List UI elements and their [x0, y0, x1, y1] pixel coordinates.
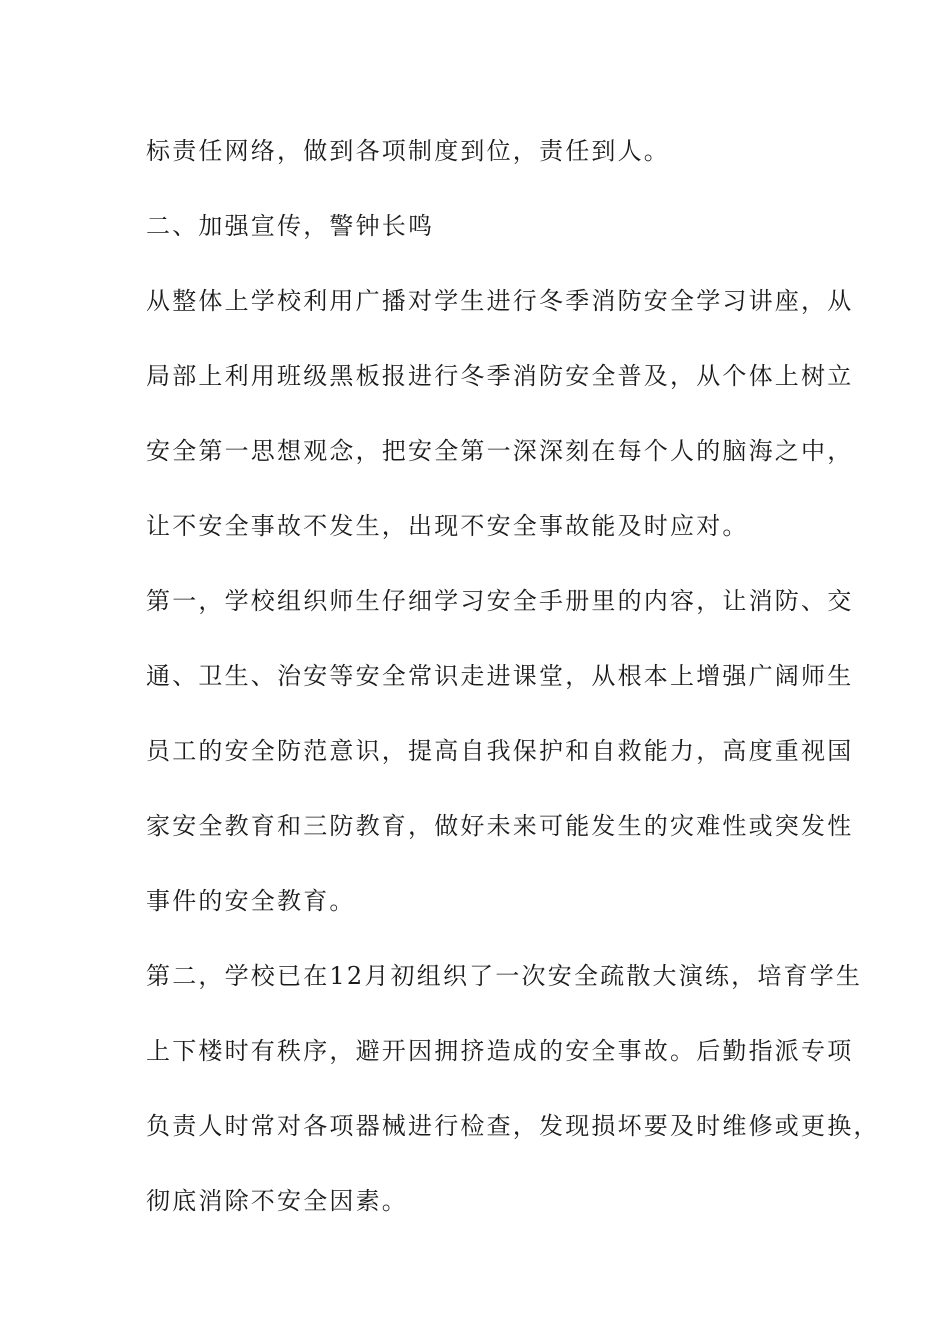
- paragraph-line: 员工的安全防范意识，提高自我保护和自救能力，高度重视国: [146, 737, 854, 765]
- paragraph-line: 局部上利用班级黑板报进行冬季消防安全普及，从个体上树立: [146, 362, 854, 390]
- paragraph-line: 标责任网络，做到各项制度到位，责任到人。: [146, 137, 670, 165]
- paragraph-line: 负责人时常对各项器械进行检查，发现损坏要及时维修或更换，: [146, 1112, 880, 1140]
- paragraph-line: 第一，学校组织师生仔细学习安全手册里的内容，让消防、交: [146, 587, 854, 615]
- section-heading: 二、加强宣传，警钟长鸣: [146, 212, 435, 240]
- paragraph-line: 从整体上学校利用广播对学生进行冬季消防安全学习讲座，从: [146, 287, 854, 315]
- paragraph-line: 通、卫生、治安等安全常识走进课堂，从根本上增强广阔师生: [146, 662, 854, 690]
- paragraph-line: 彻底消除不安全因素。: [146, 1187, 408, 1215]
- paragraph-line: 家安全教育和三防教育，做好未来可能发生的灾难性或突发性: [146, 812, 854, 840]
- paragraph-line: 上下楼时有秩序，避开因拥挤造成的安全事故。后勤指派专项: [146, 1037, 854, 1065]
- paragraph-line: 第二，学校已在12月初组织了一次安全疏散大演练，培育学生: [146, 962, 863, 990]
- paragraph-line: 事件的安全教育。: [146, 887, 356, 915]
- paragraph-line: 安全第一思想观念，把安全第一深深刻在每个人的脑海之中，: [146, 437, 854, 465]
- paragraph-line: 让不安全事故不发生，出现不安全事故能及时应对。: [146, 512, 749, 540]
